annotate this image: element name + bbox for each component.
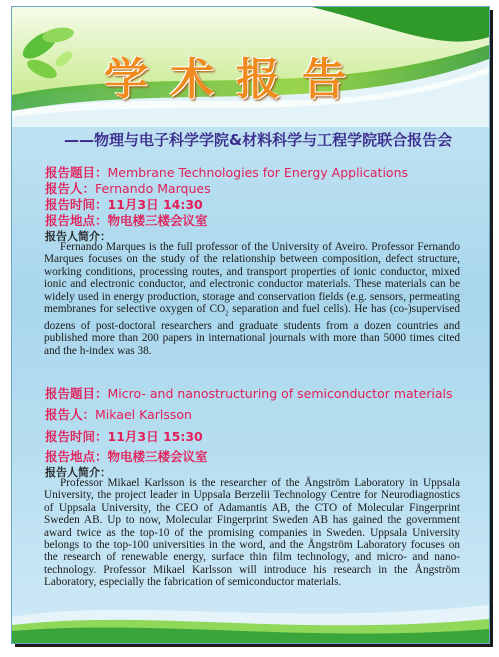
- talk1-bio-label: 报告人简介：: [45, 230, 111, 243]
- talk1-place-value: 物电楼三楼会议室: [107, 213, 208, 228]
- talk1-topic-label: 报告题目：: [45, 165, 108, 180]
- talk2-topic: [45, 384, 453, 402]
- talk2-place-value: 物电楼三楼会议室: [107, 449, 208, 464]
- talk2-speaker: [45, 405, 192, 423]
- talk2-time: [45, 427, 203, 445]
- talk1-place: [45, 211, 208, 229]
- talk1-time-label: 报告时间：: [45, 197, 108, 212]
- talk2-speaker-value: Mikael Karlsson: [95, 407, 192, 422]
- talk2-place: [45, 447, 208, 465]
- talk1-bio-sub: 2: [225, 309, 229, 318]
- talk2-bio-label: 报告人简介：: [45, 466, 111, 479]
- talk2-bio: Professor Mikael Karlsson is the researcher of the Ångström Laboratory in Uppsala University, the project leader in Uppsala Berzelii Technology Centre for Neurodiagnostics of Uppsala University, the CEO of Adamantis AB, the CTO of Molecular Fingerprint Sweden AB. Up to now, Molecular Fingerprint Sweden AB has gained the government award twice as the top-10 of the promising companies in Sweden. Uppsala University belongs to the top-100 universities in the word, and the Ångström Laboratory focuses on the research of renewable energy, surface thin film technology, and micro- and nano-technology. Professor Mikael Karlsson will introduce his research in the Ångström Laboratory, especially the fabrication of semiconductor materials.: [44, 477, 460, 589]
- talk1-speaker-label: 报告人：: [45, 181, 96, 196]
- talk1-topic-value: Membrane Technologies for Energy Applications: [107, 165, 409, 180]
- footer-wave: [12, 597, 489, 643]
- talk1-bio-text-b: separation and fuel cells). He has (co-)supervised dozens of post-doctoral researchers and graduate students from a dozen countries and published more than 200 papers in international journals with more than 5000 times cited and the h-index was 38.: [44, 303, 460, 357]
- talk2-time-label: 报告时间：: [45, 429, 108, 444]
- talk2-speaker-label: 报告人：: [45, 407, 96, 422]
- talk2-place-label: 报告地点：: [45, 449, 108, 464]
- page-subtitle: ——物理与电子科学学院&材料科学与工程学院联合报告会: [64, 131, 453, 149]
- talk2-topic-value: Micro- and nanostructuring of semiconductor materials: [107, 386, 453, 401]
- talk1-bio-text-a: Fernando Marques is the full professor of the University of Aveiro. Professor Fernando Marques focuses on the study of the relationship between composition, defect structure, working conditions, processing routes, and transport properties of ionic conductor, mixed ionic and electronic conductor, and electronic conductor materials. These materials can be widely used in energy production, storage and conservation fields (e.g. sensors, permeating membranes for selective oxygen of CO: [44, 241, 460, 316]
- talk1-time-value: 11月3日 14:30: [107, 197, 203, 212]
- page-title: 学术报告: [104, 54, 368, 105]
- talk2-time-value: 11月3日 15:30: [107, 429, 203, 444]
- talk1-speaker-value: Fernando Marques: [95, 181, 211, 196]
- talk2-topic-label: 报告题目：: [45, 386, 108, 401]
- talk1-bio: [44, 241, 460, 357]
- poster: [11, 6, 490, 644]
- talk1-place-label: 报告地点：: [45, 213, 108, 228]
